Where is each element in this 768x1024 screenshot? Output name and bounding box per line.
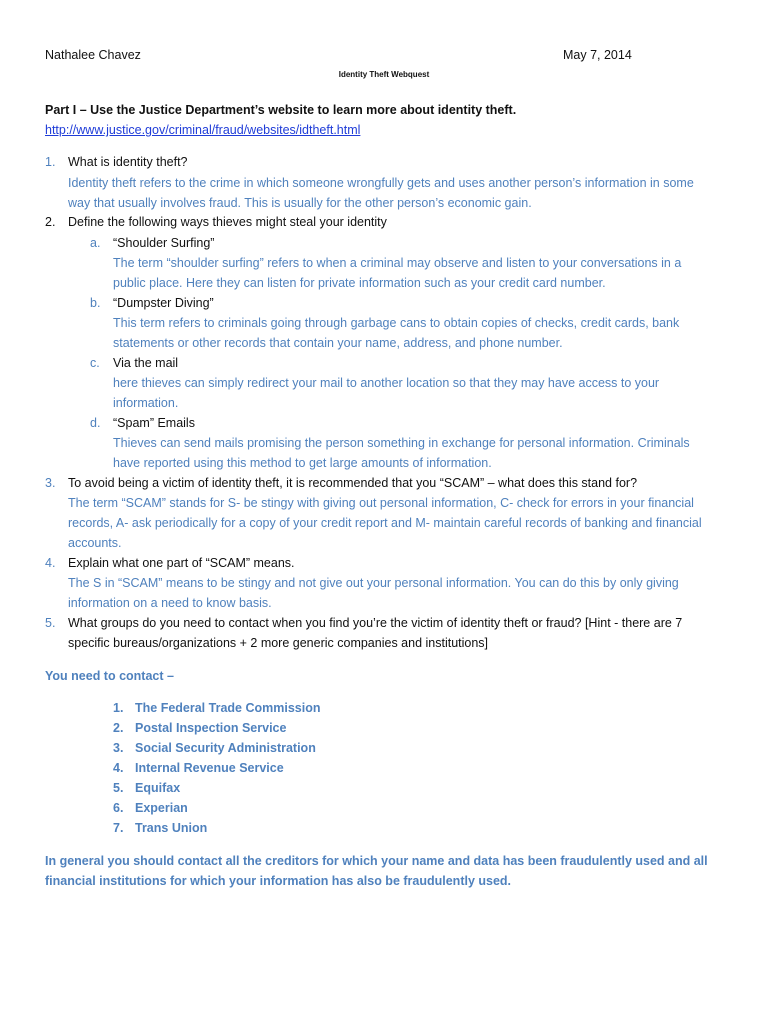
contact-item: Postal Inspection Service [135,721,287,735]
contact-item: Trans Union [135,821,208,835]
contact-item: Internal Revenue Service [135,761,284,775]
q4-question: Explain what one part of “SCAM” means. [68,556,295,570]
q3-answer-line: accounts. [68,536,122,550]
q1-answer-line: Identity theft refers to the crime in which someone wrongfully gets and uses another person’s information in some [68,176,694,190]
q1-question: What is identity theft? [68,155,188,169]
q2a-letter: a. [90,236,101,250]
contact-item: The Federal Trade Commission [135,701,321,715]
justice-link[interactable]: http://www.justice.gov/criminal/fraud/websites/idtheft.html [45,123,361,137]
q3-number: 3. [45,476,56,490]
q2c-label: Via the mail [113,356,179,370]
page-title: Identity Theft Webquest [338,70,430,79]
q5-question-line: specific bureaus/organizations + 2 more generic companies and institutions] [68,636,489,650]
q4-number: 4. [45,556,56,570]
q3-answer-line: records, A- ask periodically for a copy of your credit report and M- maintain careful records of banking and financial [68,516,702,530]
contact-number: 3. [113,741,124,755]
q3-answer-line: The term “SCAM” stands for S- be stingy with giving out personal information, C- check for errors in your financial [68,496,694,510]
contact-number: 4. [113,761,124,775]
q1-answer-line: way that usually involves fraud. This is usually for the other person’s economic gain. [68,196,532,210]
q2a-answer-line: The term “shoulder surfing” refers to when a criminal may observe and listen to your conversations in a [113,256,682,270]
closing-line: financial institutions for which your information has also be fraudulently used. [45,874,512,888]
contact-intro: You need to contact – [45,669,174,683]
q2c-letter: c. [90,356,100,370]
q5-question-line: What groups do you need to contact when you find you’re the victim of identity theft or fraud? [Hint - there are 7 [68,616,683,630]
q2a-label: “Shoulder Surfing” [113,236,215,250]
contact-number: 5. [113,781,124,795]
contact-item: Social Security Administration [135,741,316,755]
q2b-letter: b. [90,296,101,310]
q2b-answer-line: This term refers to criminals going through garbage cans to obtain copies of checks, credit cards, bank [113,316,680,330]
contact-item: Experian [135,801,188,815]
q2-question: Define the following ways thieves might steal your identity [68,215,387,229]
q2b-label: “Dumpster Diving” [113,296,214,310]
contact-number: 1. [113,701,124,715]
q2b-answer-line: statements or other records that contain your name, address, and phone number. [113,336,563,350]
q4-answer-line: The S in “SCAM” means to be stingy and not give out your personal information. You can do this by only giving [68,576,679,590]
q2a-answer-line: public place. Here they can listen for private information such as your credit card number. [113,276,606,290]
contact-number: 6. [113,801,124,815]
q2c-answer-line: information. [113,396,179,410]
q4-answer-line: information on a need to know basis. [68,596,272,610]
document-date: May 7, 2014 [563,48,632,62]
contact-number: 2. [113,721,124,735]
q2d-answer-line: Thieves can send mails promising the person something in exchange for personal information. Criminals [113,436,690,450]
q2d-label: “Spam” Emails [113,416,195,430]
q2d-letter: d. [90,416,101,430]
contact-item: Equifax [135,781,181,795]
contact-number: 7. [113,821,124,835]
q2-number: 2. [45,215,56,229]
q2c-answer-line: here thieves can simply redirect your mail to another location so that they may have access to your [113,376,660,390]
part1-heading: Part I – Use the Justice Department’s website to learn more about identity theft. [45,103,517,117]
closing-line: In general you should contact all the creditors for which your name and data has been fraudulently used and all [45,854,708,868]
q3-question: To avoid being a victim of identity theft, it is recommended that you “SCAM” – what does this stand for? [68,476,638,490]
q2d-answer-line: have reported using this method to get large amounts of information. [113,456,492,470]
q1-number: 1. [45,155,56,169]
author-name: Nathalee Chavez [45,48,141,62]
q5-number: 5. [45,616,56,630]
